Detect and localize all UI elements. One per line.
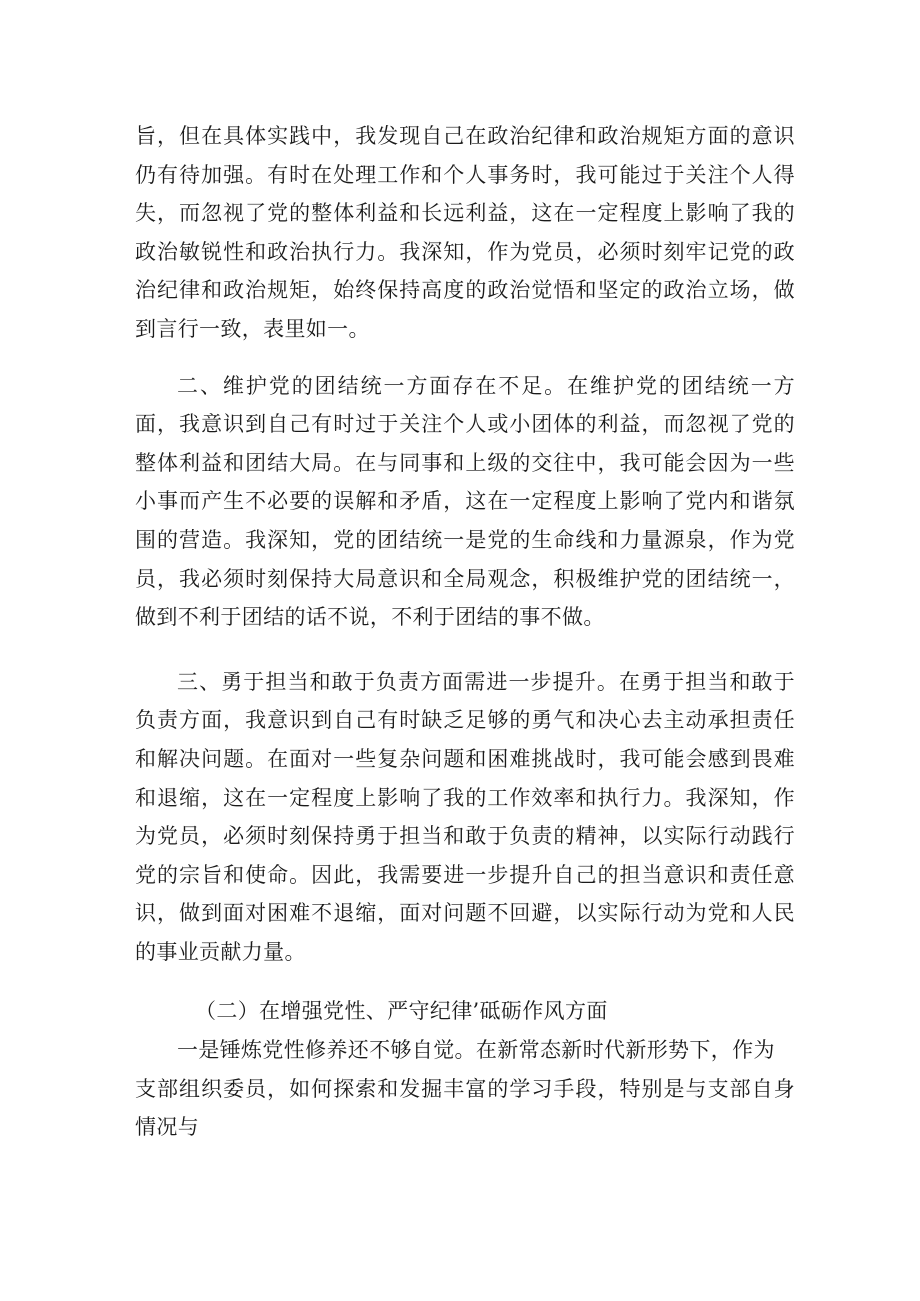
paragraph-party-cultivation-line2: 支部组织委员，如何探索和发掘丰富的学习手段，特别是与支部自身情况与 [135,1076,795,1140]
paragraph-party-cultivation-line1: 一是锤炼党性修养还不够自觉。在新常态新时代新形势下，作为 [177,1038,775,1063]
paragraph-responsibility: 三、勇于担当和敢于负责方面需进一步提升。在勇于担当和敢于负责方面，我意识到自己有时缺乏足够的勇气和决心去主动承担责任和解决问题。在面对一些复杂问题和困难挑战时，我可能会感到畏难和退缩，这在一定程度上影响了我的工作效率和执行力。我深知，作为党员，必须时刻保持勇于担当和敢于负责的精神，以实际行动践行党的宗旨和使命。因此，我需要进一步提升自己的担当意识和责任意识，做到面对困难不退缩，面对问题不回避，以实际行动为党和人民的事业贡献力量。 [135,669,795,964]
document-body [135,117,795,1147]
paragraph-party-unity: 二、维护党的团结统一方面存在不足。在维护党的团结统一方面，我意识到自己有时过于关注个人或小团体的利益，而忽视了党的整体利益和团结大局。在与同事和上级的交往中，我可能会因为一些小事而产生不必要的误解和矛盾，这在一定程度上影响了党内和谐氛围的营造。我深知，党的团结统一是党的生命线和力量源泉，作为党员，我必须时刻保持大局意识和全局观念，积极维护党的团结统一，做到不利于团结的话不说，不利于团结的事不做。 [135,373,795,630]
paragraph-political-discipline: 旨，但在具体实践中，我发现自己在政治纪律和政治规矩方面的意识仍有待加强。有时在处理工作和个人事务时，我可能过于关注个人得失，而忽视了党的整体利益和长远利益，这在一定程度上影响了我的政治敏锐性和政治执行力。我深知，作为党员，必须时刻牢记党的政治纪律和政治规矩，始终保持高度的政治觉悟和坚定的政治立场，做到言行一致，表里如一。 [135,124,795,341]
section-heading-party-spirit: （二）在增强党性、严守纪律’砥砺作风方面 [195,999,608,1024]
